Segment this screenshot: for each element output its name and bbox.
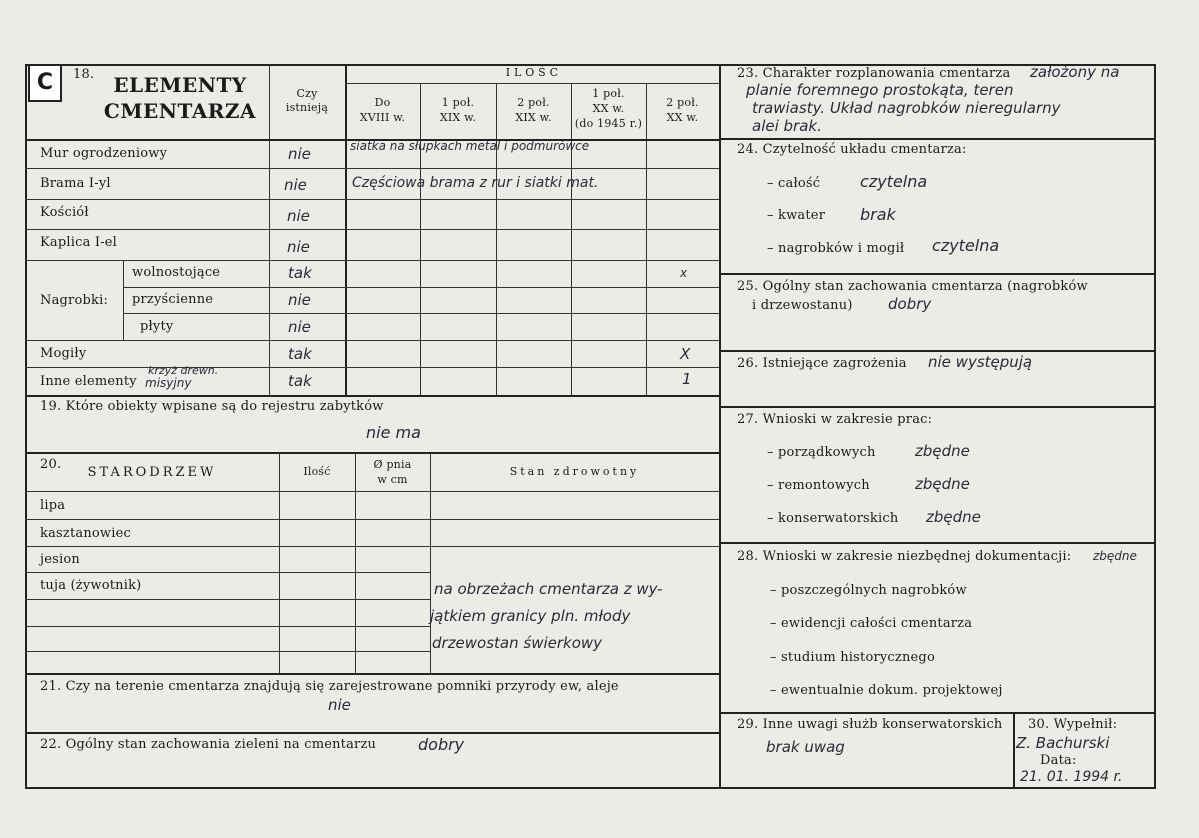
row-mogily-mark: X <box>680 345 691 363</box>
s28-item-3: – studium historycznego <box>770 650 935 665</box>
s20-pnia-header-2: w cm <box>377 473 408 486</box>
s27-porz-label: – porządkowych <box>767 445 876 460</box>
col-header-4-l2: XX w. <box>592 102 625 115</box>
s20-note-3: drzewostan świerkowy <box>432 634 603 652</box>
s20-number: 20. <box>40 457 62 472</box>
s30-date: 21. 01. 1994 r. <box>1020 769 1123 785</box>
s22-value: dobry <box>418 735 465 754</box>
col-header-1-l2: XVIII w. <box>359 111 406 124</box>
row-kosciol-label: Kościół <box>40 205 89 220</box>
row-przy-czy: nie <box>288 291 311 309</box>
s20-ilosc-header: Ilość <box>303 465 331 478</box>
s24-label: 24. Czytelność układu cmentarza: <box>737 142 967 157</box>
row-wolno-label: wolnostojące <box>132 265 221 280</box>
s24-kwater-label: – kwater <box>767 208 826 223</box>
s30-name: Z. Bachurski <box>1016 734 1110 752</box>
tree-kasztanowiec: kasztanowiec <box>40 526 131 541</box>
col-header-1-l1: Do <box>374 96 391 109</box>
s30-label: 30. Wypełnił: <box>1028 717 1118 732</box>
row-mur-note: siatka na słupkach metal i podmurówce <box>350 139 590 153</box>
s20-pnia-header-1: Ø pnia <box>373 458 412 471</box>
section-letter: C <box>28 64 62 102</box>
row-kosciol-czy: nie <box>287 207 310 225</box>
s28-item-1: – poszczególnych nagrobków <box>770 583 967 598</box>
s24-nagrobkow-label: – nagrobków i mogił <box>767 241 905 256</box>
col-header-2-l1: 1 poł. <box>441 96 475 109</box>
s28-value: zbędne <box>1093 549 1137 563</box>
s27-porz-value: zbędne <box>915 442 970 460</box>
col-header-3-l1: 2 poł. <box>517 96 550 109</box>
s28-label: 28. Wnioski w zakresie niezbędnej dokumentacji: <box>737 549 1072 564</box>
s18-title-1: ELEMENTY <box>113 73 247 97</box>
s20-note-1: na obrzeżach cmentarza z wy- <box>434 580 663 598</box>
s27-kons-label: – konserwatorskich <box>767 511 899 526</box>
col-header-5-l2: XX w. <box>666 111 699 124</box>
ilosc-header: I L O Ś C <box>505 66 559 79</box>
nagrobki-label: Nagrobki: <box>40 293 109 308</box>
row-inne-mark: 1 <box>682 370 692 388</box>
row-brama-czy: nie <box>284 176 307 194</box>
tree-lipa: lipa <box>40 498 66 513</box>
s27-kons-value: zbędne <box>926 508 981 526</box>
row-mur-label: Mur ogrodzeniowy <box>40 146 168 161</box>
col-header-5-l1: 2 poł. <box>666 96 699 109</box>
s24-kwater-value: brak <box>860 205 896 224</box>
s23-label: 23. Charakter rozplanowania cmentarza <box>737 66 1011 81</box>
czy-header-2: istnieją <box>285 101 329 114</box>
row-inne-note-2: misyjny <box>145 376 192 390</box>
s20-note-2: jątkiem granicy pln. młody <box>430 607 631 625</box>
s30-data-label: Data: <box>1040 753 1077 768</box>
row-kaplica-label: Kaplica I-el <box>40 235 118 250</box>
row-wolno-czy: tak <box>288 264 312 282</box>
tree-tuja: tuja (żywotnik) <box>40 578 142 593</box>
row-inne-note-1: krzyż drewn. <box>148 364 219 377</box>
s25-value: dobry <box>888 295 932 313</box>
row-przy-label: przyścienne <box>132 292 214 307</box>
row-wolno-mark: x <box>680 266 688 280</box>
s24-calosc-label: – całość <box>767 176 821 191</box>
s21-value: nie <box>328 696 351 714</box>
s20-stan-header: Stan zdrowotny <box>509 465 640 478</box>
s18-number: 18. <box>73 67 95 82</box>
col-header-4-l1: 1 poł. <box>592 87 625 100</box>
row-mur-czy: nie <box>288 145 311 163</box>
row-inne-label: Inne elementy <box>40 374 137 389</box>
s27-rem-value: zbędne <box>915 475 970 493</box>
row-kaplica-czy: nie <box>287 238 310 256</box>
row-plyty-label: płyty <box>140 319 174 334</box>
s28-item-4: – ewentualnie dokum. projektowej <box>770 683 1003 698</box>
s23-value-1: założony na <box>1030 63 1120 81</box>
s18-title-2: CMENTARZA <box>103 99 257 123</box>
row-mogily-label: Mogiły <box>40 346 87 361</box>
tree-jesion: jesion <box>40 552 80 567</box>
s25-label-2: i drzewostanu) <box>752 298 853 313</box>
s26-label: 26. Istniejące zagrożenia <box>737 356 907 371</box>
s23-value-2: planie foremnego prostokąta, teren <box>746 81 1014 99</box>
s28-item-2: – ewidencji całości cmentarza <box>770 616 973 631</box>
s27-rem-label: – remontowych <box>767 478 870 493</box>
s20-title: STARODRZEW <box>87 465 217 480</box>
s27-label: 27. Wnioski w zakresie prac: <box>737 412 933 427</box>
row-mogily-czy: tak <box>288 345 312 363</box>
czy-header-1: Czy <box>296 87 318 100</box>
row-brama-note: Częściowa brama z rur i siatki mat. <box>352 175 599 191</box>
col-header-2-l2: XIX w. <box>439 111 477 124</box>
s29-value: brak uwag <box>766 738 845 756</box>
s22-label: 22. Ogólny stan zachowania zieleni na cmentarzu <box>40 737 377 752</box>
col-header-3-l2: XIX w. <box>515 111 552 124</box>
s19-value: nie ma <box>366 423 421 442</box>
s23-value-3: trawiasty. Układ nagrobków nieregularny <box>752 99 1061 117</box>
s21-label: 21. Czy na terenie cmentarza znajdują się zarejestrowane pomniki przyrody ew, aleje <box>40 679 619 694</box>
s25-label-1: 25. Ogólny stan zachowania cmentarza (nagrobków <box>737 279 1088 294</box>
s24-calosc-value: czytelna <box>860 172 928 191</box>
s26-value: nie występują <box>928 353 1033 371</box>
s19-label: 19. Które obiekty wpisane są do rejestru zabytków <box>40 399 384 414</box>
row-plyty-czy: nie <box>288 318 311 336</box>
col-header-4-l3: (do 1945 r.) <box>574 117 643 130</box>
s29-label: 29. Inne uwagi służb konserwatorskich <box>737 717 1003 732</box>
row-brama-label: Brama I-yl <box>40 176 111 191</box>
s23-value-4: alei brak. <box>752 117 822 135</box>
s24-nagrobkow-value: czytelna <box>932 236 1000 255</box>
row-inne-czy: tak <box>288 372 312 390</box>
